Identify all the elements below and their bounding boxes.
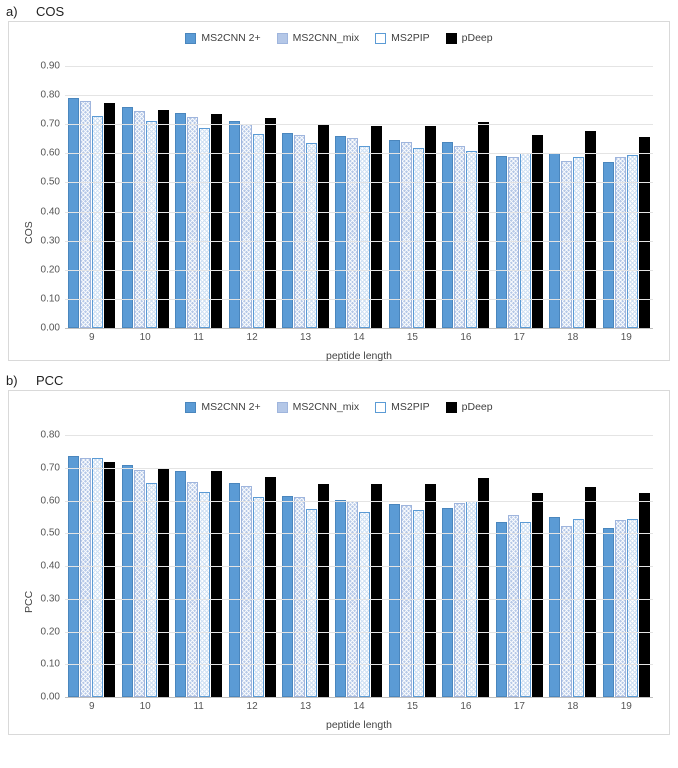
bar bbox=[454, 146, 465, 328]
bar bbox=[175, 471, 186, 697]
bar bbox=[241, 486, 252, 697]
bar bbox=[122, 107, 133, 328]
x-axis-tick-label: 11 bbox=[193, 701, 204, 712]
bar bbox=[603, 528, 614, 697]
bar bbox=[532, 493, 543, 697]
y-axis-tick-label: 0.50 bbox=[40, 527, 60, 539]
panel-b-title: PCC bbox=[36, 373, 64, 388]
bar bbox=[68, 456, 79, 697]
bar bbox=[92, 458, 103, 697]
x-axis-tick-label: 9 bbox=[88, 332, 95, 343]
legend-label-pdeep: pDeep bbox=[461, 401, 493, 413]
y-axis-tick-label: 0.10 bbox=[40, 293, 60, 305]
bar bbox=[454, 503, 465, 697]
bar bbox=[80, 458, 91, 697]
bar bbox=[134, 111, 145, 328]
y-axis-tick-label: 0.60 bbox=[40, 495, 60, 506]
bar bbox=[104, 462, 115, 697]
legend-item-ms2pip-pcc bbox=[375, 401, 430, 413]
y-axis-tick-label: 0.40 bbox=[40, 206, 60, 218]
bar bbox=[442, 508, 453, 697]
bar bbox=[211, 471, 222, 697]
x-axis-tick-label: 13 bbox=[299, 332, 312, 343]
x-axis-tick-label: 12 bbox=[246, 701, 258, 712]
x-axis-line bbox=[65, 328, 653, 329]
x-axis-tick-label: 10 bbox=[139, 332, 151, 343]
legend-item-pdeep-pcc bbox=[446, 401, 493, 413]
bar-group bbox=[65, 66, 118, 328]
bar bbox=[639, 493, 650, 697]
y-axis-tick-label: 0.20 bbox=[40, 626, 60, 637]
bar bbox=[520, 522, 531, 697]
x-axis-tick-label: 10 bbox=[139, 701, 151, 712]
legend-label-ms2pip: MS2PIP bbox=[391, 32, 430, 44]
bar bbox=[442, 142, 453, 328]
x-axis-tick-label: 17 bbox=[513, 701, 525, 712]
panel-pcc bbox=[0, 369, 678, 735]
x-axis-tick-label: 14 bbox=[353, 332, 365, 343]
bar bbox=[229, 121, 240, 328]
x-axis-title-pcc: peptide length bbox=[326, 719, 392, 731]
legend-cos bbox=[9, 22, 669, 44]
bar bbox=[413, 148, 424, 328]
panel-a-letter: a) bbox=[6, 4, 18, 19]
legend-item-pdeep bbox=[446, 32, 493, 44]
bar bbox=[306, 143, 317, 328]
gridline bbox=[65, 501, 653, 502]
y-axis-tick-label: 0.60 bbox=[40, 147, 60, 159]
gridline bbox=[65, 182, 653, 183]
legend-swatch-ms2cnn2-icon bbox=[185, 33, 196, 44]
x-axis-tick-label: 18 bbox=[567, 701, 579, 712]
bar bbox=[573, 519, 584, 697]
bar-group bbox=[172, 66, 225, 328]
legend-swatch-ms2cnnmix-icon bbox=[277, 33, 288, 44]
gridline bbox=[65, 632, 653, 633]
bar bbox=[615, 520, 626, 697]
legend-swatch-pdeep-icon bbox=[446, 33, 457, 44]
legend-item-ms2cnnmix bbox=[277, 32, 360, 44]
bar bbox=[294, 497, 305, 697]
x-axis-tick-label: 16 bbox=[460, 332, 472, 343]
bar bbox=[359, 512, 370, 697]
bar-group bbox=[600, 66, 653, 328]
legend-label-ms2cnn2: MS2CNN 2+ bbox=[201, 32, 261, 44]
bar bbox=[425, 126, 436, 328]
legend-label-ms2cnnmix: MS2CNN_mix bbox=[292, 401, 360, 413]
gridline bbox=[65, 435, 653, 436]
legend-item-ms2cnn2 bbox=[185, 32, 260, 44]
gridline bbox=[65, 566, 653, 567]
y-axis-tick-label: 0.00 bbox=[40, 691, 60, 703]
bar bbox=[134, 470, 145, 697]
y-axis-tick-label: 0.30 bbox=[40, 235, 60, 247]
legend-label-ms2cnn2: MS2CNN 2+ bbox=[201, 401, 261, 413]
bar bbox=[104, 103, 115, 328]
gridline bbox=[65, 212, 653, 213]
bar bbox=[359, 146, 370, 328]
legend-swatch-ms2cnn2-icon bbox=[185, 402, 196, 413]
bar-group bbox=[439, 66, 492, 328]
legend-label-ms2cnnmix: MS2CNN_mix bbox=[292, 32, 360, 44]
x-axis-labels-pcc bbox=[65, 701, 653, 712]
gridline bbox=[65, 153, 653, 154]
legend-item-ms2cnnmix-pcc bbox=[277, 401, 360, 413]
plot-area-cos bbox=[40, 60, 653, 334]
y-axis-tick-label: 0.20 bbox=[40, 264, 60, 276]
x-axis-line bbox=[65, 697, 653, 698]
x-axis-tick-label: 16 bbox=[460, 701, 472, 712]
legend-swatch-ms2pip-icon bbox=[375, 33, 386, 44]
gridline bbox=[65, 599, 653, 600]
bar bbox=[158, 468, 169, 697]
gridline bbox=[65, 66, 653, 67]
gridline bbox=[65, 241, 653, 242]
chart-cos bbox=[8, 21, 670, 361]
y-axis-title-cos: COS bbox=[23, 221, 35, 244]
chart-pcc bbox=[8, 390, 670, 735]
x-axis-title-cos: peptide length bbox=[326, 350, 392, 362]
x-axis-tick-label: 18 bbox=[567, 332, 579, 343]
y-axis-tick-label: 0.80 bbox=[40, 89, 60, 101]
y-axis-tick-label: 0.50 bbox=[40, 176, 60, 188]
gridline bbox=[65, 270, 653, 271]
y-axis-tick-label: 0.10 bbox=[40, 658, 60, 670]
plot-area-pcc bbox=[40, 429, 653, 703]
bar-group bbox=[386, 66, 439, 328]
legend-label-ms2pip: MS2PIP bbox=[391, 401, 430, 413]
bar bbox=[175, 113, 186, 328]
bar-group bbox=[332, 66, 385, 328]
x-axis-tick-label: 15 bbox=[406, 332, 418, 343]
bar bbox=[371, 126, 382, 328]
x-axis-tick-label: 15 bbox=[406, 701, 418, 712]
bar bbox=[158, 110, 169, 328]
bar-group bbox=[493, 66, 546, 328]
bar bbox=[68, 98, 79, 328]
gridline bbox=[65, 664, 653, 665]
legend-swatch-pdeep-icon bbox=[446, 402, 457, 413]
panel-b-label bbox=[0, 369, 678, 390]
y-axis-tick-label: 0.80 bbox=[40, 429, 60, 441]
bar bbox=[561, 526, 572, 697]
bar bbox=[318, 124, 329, 328]
bar bbox=[265, 118, 276, 328]
bar bbox=[413, 510, 424, 697]
y-axis-tick-label: 0.90 bbox=[40, 60, 60, 72]
legend-swatch-ms2pip-icon bbox=[375, 402, 386, 413]
gridline bbox=[65, 299, 653, 300]
bar bbox=[549, 517, 560, 697]
y-axis-tick-label: 0.40 bbox=[40, 560, 60, 572]
x-axis-tick-label: 12 bbox=[246, 332, 258, 343]
x-axis-tick-label: 9 bbox=[88, 701, 95, 712]
x-axis-labels-cos bbox=[65, 332, 653, 343]
y-axis-tick-label: 0.70 bbox=[40, 462, 60, 474]
bar bbox=[627, 519, 638, 697]
x-axis-tick-label: 17 bbox=[513, 332, 525, 343]
x-axis-tick-label: 11 bbox=[193, 332, 204, 343]
y-axis-tick-label: 0.30 bbox=[40, 593, 60, 605]
x-axis-tick-label: 19 bbox=[620, 332, 632, 343]
bar bbox=[146, 121, 157, 328]
bar bbox=[199, 492, 210, 697]
legend-swatch-ms2cnnmix-icon bbox=[277, 402, 288, 413]
panel-cos bbox=[0, 0, 678, 361]
y-axis-title-pcc: PCC bbox=[23, 590, 35, 613]
bar-group bbox=[546, 66, 599, 328]
bar-group bbox=[225, 66, 278, 328]
bar-groups-cos bbox=[65, 66, 653, 328]
bar bbox=[496, 522, 507, 697]
y-axis-tick-label: 0.70 bbox=[40, 118, 60, 130]
x-axis-tick-label: 13 bbox=[299, 701, 312, 712]
x-axis-tick-label: 19 bbox=[620, 701, 632, 712]
panel-a-title: COS bbox=[36, 4, 65, 19]
bar bbox=[92, 116, 103, 329]
panel-b-letter: b) bbox=[6, 373, 18, 388]
bar bbox=[306, 509, 317, 697]
gridline bbox=[65, 95, 653, 96]
bar bbox=[282, 496, 293, 697]
bar bbox=[508, 515, 519, 697]
panel-a-label bbox=[0, 0, 678, 21]
legend-item-ms2cnn2-pcc bbox=[185, 401, 260, 413]
gridline bbox=[65, 468, 653, 469]
bar-group bbox=[279, 66, 332, 328]
bar bbox=[187, 117, 198, 328]
bar bbox=[253, 497, 264, 697]
bar-group bbox=[118, 66, 171, 328]
y-axis-tick-label: 0.00 bbox=[40, 322, 60, 334]
legend-item-ms2pip bbox=[375, 32, 430, 44]
bar bbox=[585, 487, 596, 697]
bar bbox=[401, 142, 412, 328]
bar bbox=[561, 161, 572, 328]
bar bbox=[241, 124, 252, 328]
legend-label-pdeep: pDeep bbox=[461, 32, 493, 44]
bar bbox=[211, 114, 222, 328]
bar bbox=[80, 101, 91, 328]
gridline bbox=[65, 533, 653, 534]
legend-pcc bbox=[9, 391, 669, 413]
gridline bbox=[65, 124, 653, 125]
bar bbox=[603, 162, 614, 328]
bar bbox=[466, 151, 477, 328]
x-axis-tick-label: 14 bbox=[353, 701, 365, 712]
